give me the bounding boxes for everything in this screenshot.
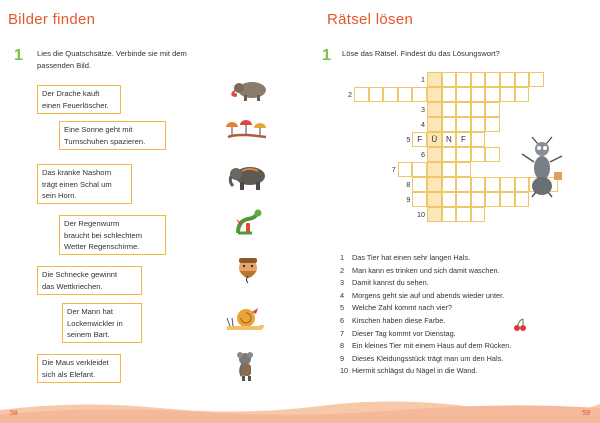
crossword-cell[interactable]: [471, 177, 486, 192]
sentence-line: Der Regenwurm: [64, 219, 120, 228]
right-task-number: 1: [322, 47, 331, 64]
clue-number: 10: [340, 366, 349, 376]
crossword-cell[interactable]: [485, 192, 500, 207]
crossword-cell[interactable]: [442, 177, 457, 192]
crossword-cell[interactable]: [456, 162, 471, 177]
clue-number: 8: [340, 341, 345, 351]
sentence-box: [62, 303, 142, 343]
crossword-cell[interactable]: [442, 207, 457, 222]
crossword-row-number: 7: [391, 165, 396, 174]
sentence-line: sich als Elefant.: [42, 369, 96, 379]
sentence-line: Der Drache kauft: [42, 89, 100, 98]
crossword-cell[interactable]: [471, 207, 486, 222]
solution-cell[interactable]: [427, 192, 442, 207]
cherries-illustration: [512, 318, 528, 332]
crossword-row-number: 10: [417, 210, 425, 219]
crossword-cell[interactable]: [442, 117, 457, 132]
crossword-row-number: 2: [348, 90, 352, 99]
clue-item: [340, 354, 503, 365]
crossword-cell[interactable]: [412, 162, 427, 177]
snail-illustration: [224, 306, 264, 332]
left-page-title: Bilder finden: [8, 11, 96, 28]
crossword-cell[interactable]: [529, 72, 544, 87]
crossword-cell[interactable]: [471, 192, 486, 207]
solution-cell[interactable]: [427, 87, 442, 102]
sentence-line: seinem Bart.: [67, 330, 110, 339]
crossword-cell[interactable]: [500, 177, 515, 192]
clue-text: Dieser Tag kommt vor Dienstag.: [352, 328, 456, 338]
crossword-cell[interactable]: [383, 87, 398, 102]
solution-cell[interactable]: [427, 207, 442, 222]
sentence-line: einen Feuerlöscher.: [42, 100, 109, 110]
crossword-letter: F: [417, 135, 423, 144]
sentence-line: das Wettkriechen.: [42, 281, 103, 291]
crossword-cell[interactable]: [456, 87, 471, 102]
clue-text: Morgens geht sie auf und abends wieder unter.: [352, 290, 505, 300]
crossword-row-number: 9: [406, 195, 411, 204]
mouse-elephant-illustration: [231, 350, 263, 382]
crossword-cell[interactable]: [354, 87, 369, 102]
solution-cell[interactable]: [427, 72, 442, 87]
crossword-cell[interactable]: [456, 72, 471, 87]
left-page-number: 58: [10, 410, 18, 417]
clue-number: 5: [340, 303, 345, 313]
clue-item: [340, 341, 511, 352]
clue-item: [340, 316, 445, 327]
elephant-mouse-illustration: [228, 163, 270, 191]
crossword-cell[interactable]: [500, 192, 515, 207]
crossword-cell[interactable]: [456, 117, 471, 132]
clue-item: [340, 266, 500, 277]
clue-number: 2: [340, 265, 345, 275]
crossword-letter: N: [446, 135, 452, 144]
sentence-line: sein Horn.: [42, 191, 77, 200]
umbrellas-illustration: [224, 118, 270, 140]
sentence-line: Lockenwickler in: [67, 318, 123, 328]
crossword-cell[interactable]: [369, 87, 384, 102]
clue-text: Damit kannst du sehen.: [352, 278, 429, 288]
clue-number: 6: [340, 316, 345, 325]
sentence-line: Das kranke Nashorn: [42, 168, 112, 177]
crossword-cell[interactable]: [442, 72, 457, 87]
rhino-illustration: [228, 76, 272, 102]
clue-text: Ein kleines Tier mit einem Haus auf dem Rücken.: [352, 341, 512, 351]
sentence-box: [37, 266, 142, 295]
crossword-row-number: 1: [421, 75, 425, 84]
clue-text: Kirschen haben diese Farbe.: [352, 316, 446, 325]
crossword-row-number: 4: [421, 120, 425, 129]
crossword-cell[interactable]: [456, 177, 471, 192]
clue-number: 1: [340, 253, 345, 262]
clue-number: 4: [340, 290, 345, 300]
clue-text: Man kann es trinken und sich damit waschen.: [352, 265, 500, 275]
solution-cell[interactable]: [427, 117, 442, 132]
crossword-cell[interactable]: [456, 147, 471, 162]
sentence-box: [37, 354, 121, 383]
crossword-cell[interactable]: [456, 192, 471, 207]
crossword-cell[interactable]: [398, 87, 413, 102]
crossword-cell[interactable]: [485, 87, 500, 102]
clue-item: [340, 278, 429, 289]
crossword-cell[interactable]: [471, 117, 486, 132]
crossword-cell[interactable]: [485, 72, 500, 87]
clue-number: 9: [340, 353, 345, 363]
crossword-cell[interactable]: [442, 87, 457, 102]
sentence-line: trägt einen Schal um: [42, 179, 112, 189]
crossword-cell[interactable]: [398, 162, 413, 177]
crossword-cell[interactable]: [412, 177, 427, 192]
crossword-row-number: 3: [421, 105, 425, 114]
right-page-title: Rätsel lösen: [327, 11, 414, 28]
crossword-row-number: 6: [421, 150, 425, 159]
crossword-cell[interactable]: [442, 147, 457, 162]
crossword-cell[interactable]: [442, 162, 457, 177]
crossword-cell[interactable]: [485, 177, 500, 192]
crossword-cell[interactable]: [515, 87, 530, 102]
crossword-letter: F: [461, 135, 466, 144]
clue-item: [340, 291, 504, 302]
sentence-box: [37, 85, 121, 114]
right-page-number: 59: [582, 410, 590, 417]
crossword-cell[interactable]: [442, 192, 457, 207]
crossword-cell[interactable]: [515, 72, 530, 87]
ant-illustration: [518, 136, 570, 198]
right-instruction: Löse das Rätsel. Findest du das Lösungswort?: [342, 49, 500, 58]
solution-cell[interactable]: [427, 177, 442, 192]
left-instruction: Lies die Quatschsätze. Verbinde sie mit dem passenden Bild.: [37, 49, 187, 70]
clue-number: 3: [340, 278, 345, 288]
solution-cell[interactable]: [427, 162, 442, 177]
crossword-cell[interactable]: [485, 117, 500, 132]
sentence-line: Der Mann hat: [67, 307, 114, 316]
crossword-letter: Ü: [431, 135, 438, 144]
sentence-line: braucht bei schlechtem: [64, 230, 143, 240]
crossword-row-number: 5: [406, 135, 411, 144]
crossword-cell[interactable]: [485, 102, 500, 117]
crossword-row-number: 8: [406, 180, 411, 189]
clue-text: Welche Zahl kommt nach vier?: [352, 303, 453, 313]
crossword-cell[interactable]: [471, 87, 486, 102]
clue-number: 7: [340, 328, 345, 338]
crossword-cell[interactable]: [485, 147, 500, 162]
sentence-box: [37, 164, 132, 204]
sentence-line: Die Maus verkleidet: [42, 358, 109, 367]
crossword-cell[interactable]: [442, 102, 457, 117]
crossword-cell[interactable]: [456, 207, 471, 222]
sentence-line: Eine Sonne geht mit: [64, 125, 133, 134]
sentence-box: [59, 215, 166, 255]
crossword-cell[interactable]: [412, 192, 427, 207]
clue-item: [340, 366, 477, 377]
dragon-illustration: [232, 209, 264, 237]
left-task-number: 1: [14, 47, 23, 64]
sentence-line: Turnschuhen spazieren.: [64, 136, 146, 146]
man-curlers-illustration: [233, 256, 263, 284]
solution-cell[interactable]: [427, 147, 442, 162]
crossword-cell[interactable]: [456, 102, 471, 117]
bottom-wave: [0, 396, 600, 423]
sentence-line: Wetter Regenschirme.: [64, 242, 140, 251]
crossword-cell[interactable]: [500, 72, 515, 87]
crossword-cell[interactable]: [500, 87, 515, 102]
clue-item: [340, 303, 452, 314]
solution-cell[interactable]: [427, 102, 442, 117]
sentence-line: Die Schnecke gewinnt: [42, 270, 118, 279]
sentence-box: [59, 121, 166, 150]
crossword-cell[interactable]: [471, 102, 486, 117]
clue-item: [340, 329, 456, 340]
crossword-cell[interactable]: [471, 72, 486, 87]
crossword-cell[interactable]: [471, 132, 486, 147]
clue-text: Das Tier hat einen sehr langen Hals.: [352, 253, 471, 262]
clue-item: [340, 253, 470, 264]
crossword-cell[interactable]: [471, 147, 486, 162]
crossword-cell[interactable]: [412, 87, 427, 102]
clue-text: Dieses Kleidungsstück trägt man um den Hals.: [352, 353, 504, 363]
clue-text: Hiermit schlägst du Nägel in die Wand.: [352, 366, 478, 376]
